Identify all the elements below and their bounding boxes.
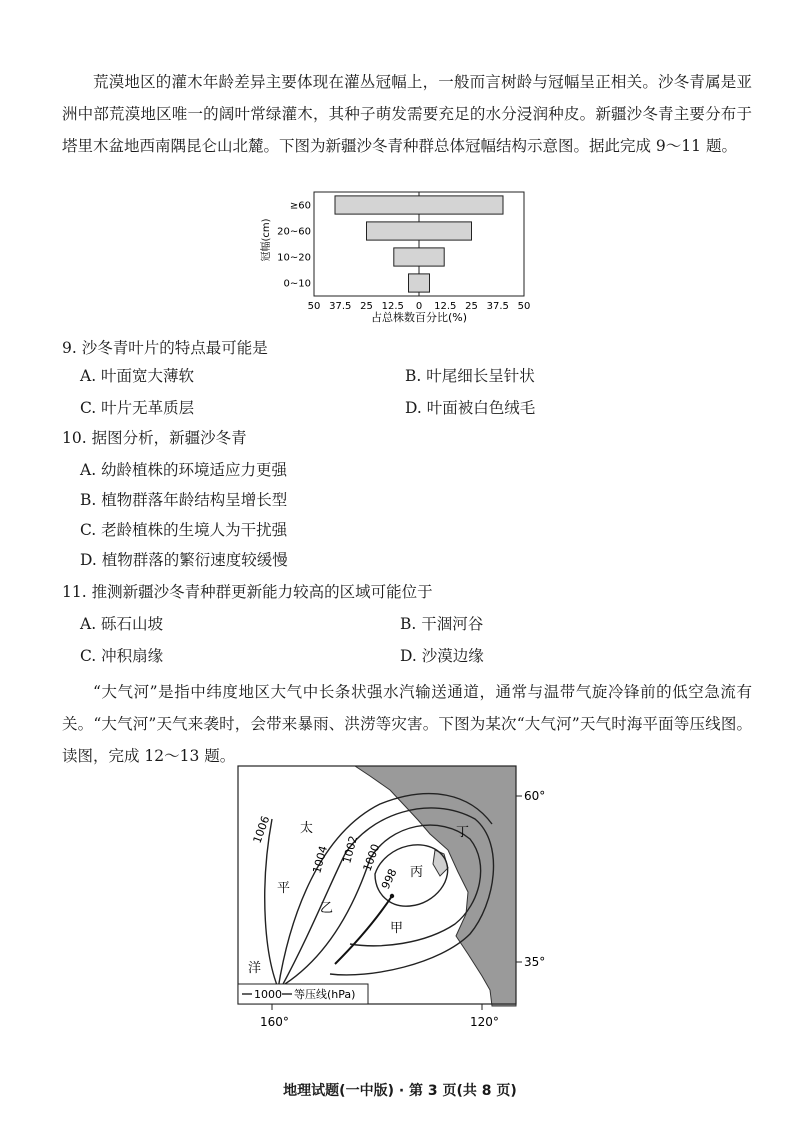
map-label-jia: 甲 <box>390 921 404 936</box>
passage-intro-12-13: “大气河”是指中纬度地区大气中长条状强水汽输送通道，通常与温带气旋冷锋前的低空急流有关。“大气河”天气来袭时，会带来暴雨、洪涝等灾害。下图为某次“大气河”天气时海平面等压线图。读图，完成 12～13 题。 <box>62 683 752 765</box>
q9-option-d: D. 叶面被白色绒毛 <box>405 399 536 417</box>
chart-xtick-label-3: 12.5 <box>381 301 404 312</box>
canopy-structure-chart <box>255 188 555 328</box>
lat-label-35: 35° <box>524 955 546 969</box>
low-center-dot <box>390 894 394 898</box>
q11-option-a: A. 砾石山坡 <box>80 615 164 633</box>
chart-xtick-label-7: 37.5 <box>486 301 509 312</box>
chart-xtick-label-4: 0 <box>415 301 423 312</box>
question-10: 10. 据图分析，新疆沙冬青 <box>62 429 247 447</box>
lat-label-60: 60° <box>524 789 546 803</box>
chart-bar-1 <box>367 222 472 240</box>
front-line <box>335 896 392 964</box>
chart-bar-3 <box>409 274 430 292</box>
map-label-ping: 平 <box>277 881 291 896</box>
map-label-bing: 丙 <box>410 865 424 880</box>
question-9: 9. 沙冬青叶片的特点最可能是 <box>62 339 268 357</box>
q11-option-d: D. 沙漠边缘 <box>400 647 484 665</box>
q11-option-c: C. 冲积扇缘 <box>80 647 164 665</box>
chart-xtick-label-5: 12.5 <box>434 301 457 312</box>
q10-option-a: A. 幼龄植株的环境适应力更强 <box>80 461 288 479</box>
chart-xtick-label-0: 50 <box>307 301 321 312</box>
q10-option-c: C. 老龄植株的生境人为干扰强 <box>80 521 288 539</box>
question-11: 11. 推测新疆沙冬青种群更新能力较高的区域可能位于 <box>62 583 433 601</box>
q10-option-d: D. 植物群落的繁衍速度较缓慢 <box>80 551 288 569</box>
chart-category-label-0: ≥60 <box>289 200 311 212</box>
chart-xtick-label-1: 37.5 <box>329 301 352 312</box>
chart-xtick-label-8: 50 <box>517 301 531 312</box>
chart-y-axis-label: 冠幅(cm) <box>261 218 272 262</box>
page-footer: 地理试题(一中版) · 第 3 页(共 8 页) <box>283 1083 517 1099</box>
legend-value: 1000 <box>254 988 282 1001</box>
lon-label-160: 160° <box>260 1015 289 1029</box>
map-label-tai: 太 <box>300 821 314 836</box>
passage-intro-9-11: 荒漠地区的灌木年龄差异主要体现在灌丛冠幅上，一般而言树龄与冠幅呈正相关。沙冬青属是亚洲中部荒漠地区唯一的阔叶常绿灌木，其种子萌发需要充足的水分浸润种皮。新疆沙冬青主要分布于塔里木盆地西南隅昆仑山北麓。下图为新疆沙冬青种群总体冠幅结构示意图。据此完成 9～11 题。 <box>62 73 752 155</box>
chart-category-label-2: 10~20 <box>277 252 311 264</box>
q9-option-a: A. 叶面宽大薄软 <box>80 367 195 385</box>
isobar-label-1006: 1006 <box>250 814 273 846</box>
legend-text: 等压线(hPa) <box>294 988 356 1001</box>
q9-option-c: C. 叶片无革质层 <box>80 399 195 417</box>
chart-category-label-3: 0~10 <box>283 278 311 290</box>
chart-bar-2 <box>394 248 444 266</box>
chart-bar-0 <box>335 196 503 214</box>
q11-option-b: B. 干涸河谷 <box>400 615 484 633</box>
isobar-label-998: 998 <box>378 866 400 892</box>
chart-xtick-label-6: 25 <box>465 301 478 312</box>
isobar-label-1004: 1004 <box>310 844 331 875</box>
q10-option-b: B. 植物群落年龄结构呈增长型 <box>80 491 288 509</box>
lon-label-120: 120° <box>470 1015 499 1029</box>
map-label-yi: 乙 <box>320 901 334 916</box>
map-label-yang: 洋 <box>248 961 262 976</box>
isobar-1006 <box>265 819 285 1002</box>
q9-option-b: B. 叶尾细长呈针状 <box>405 367 535 385</box>
chart-category-label-1: 20~60 <box>277 226 311 238</box>
chart-xtick-label-2: 25 <box>360 301 373 312</box>
isobar-label-1002: 1002 <box>340 834 361 865</box>
chart-x-axis-label: 占总株数百分比(%) <box>370 311 468 324</box>
isobar-label-1000: 1000 <box>360 842 383 874</box>
map-label-ding: 丁 <box>456 825 470 840</box>
isobar-map <box>230 764 570 1039</box>
